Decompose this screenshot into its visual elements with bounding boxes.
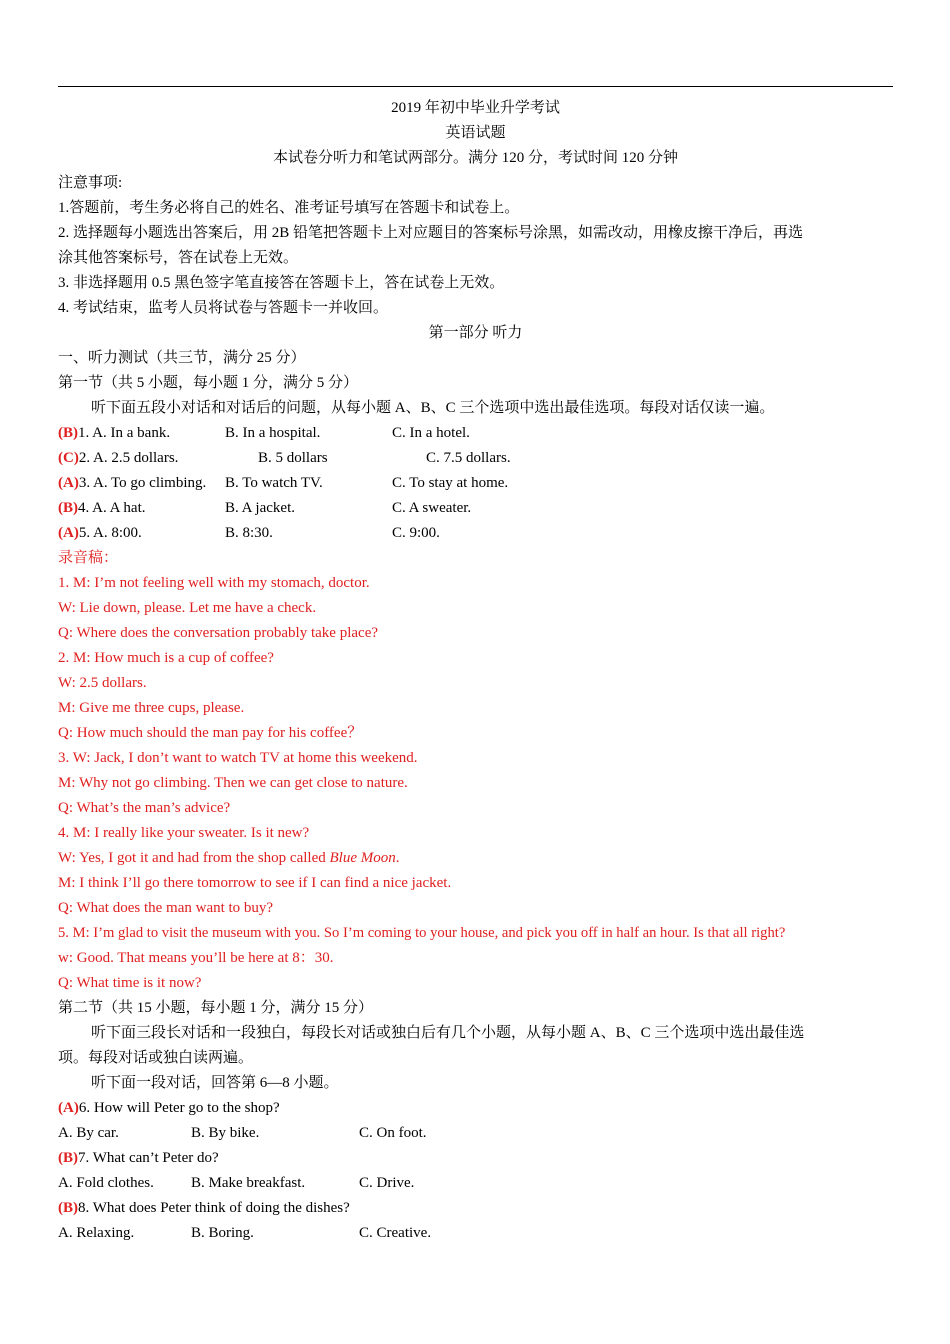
script-line: M: I think I’ll go there tomorrow to see if I can find a nice jacket. (58, 875, 452, 891)
script-line: W: Lie down, please. Let me have a check. (58, 600, 317, 616)
note-item: 4. 考试结束，监考人员将试卷与答题卡一并收回。 (58, 300, 389, 316)
subsection-heading: 第二节（共 15 小题，每小题 1 分，满分 15 分） (58, 1000, 374, 1016)
dialogue-intro: 听下面一段对话，回答第 6—8 小题。 (91, 1075, 339, 1091)
question-stem (58, 1098, 280, 1118)
option-c: C. In a hotel. (392, 425, 470, 441)
option-c: C. A sweater. (392, 500, 472, 516)
script-line: M: Why not go climbing. Then we can get close to nature. (58, 775, 408, 791)
option-c: C. 7.5 dollars. (426, 450, 511, 466)
option-b: B. To watch TV. (225, 475, 323, 491)
answer-key: (B) (58, 500, 78, 516)
option-b: B. A jacket. (225, 500, 295, 516)
script-line: Q: What time is it now? (58, 975, 202, 991)
option-c: C. 9:00. (392, 525, 440, 541)
question-text: 2. A. 2.5 dollars. (78, 450, 179, 466)
section-instruction: 听下面三段长对话和一段独白，每段长对话或独白后有几个小题，从每小题 A、B、C 三个选项中选出最佳选 (91, 1025, 805, 1041)
question-text: 4. A. A hat. (78, 500, 146, 516)
script-line: W: 2.5 dollars. (58, 675, 147, 691)
script-line: 1. M: I’m not feeling well with my stomach, doctor. (58, 575, 370, 591)
options-row (58, 1223, 893, 1243)
question-row (58, 423, 893, 443)
part-title: 第一部分 听力 (428, 325, 523, 341)
option-b: B. Boring. (191, 1225, 254, 1241)
option-a: A. By car. (58, 1125, 119, 1141)
script-text: W: Yes, I got it and had from the shop called (58, 850, 330, 866)
answer-key: (A) (58, 475, 79, 491)
script-line: 4. M: I really like your sweater. Is it new? (58, 825, 310, 841)
answer-key: (B) (58, 425, 78, 441)
script-line: w: Good. That means you’ll be here at 8：30. (58, 950, 334, 966)
script-line: 5. M: I’m glad to visit the museum with you. So I’m coming to your house, and pick you off in half an hour. Is that all right? (58, 925, 786, 941)
option-c: C. On foot. (359, 1125, 427, 1141)
question-stem (58, 1148, 219, 1168)
exam-info: 本试卷分听力和笔试两部分。满分 120 分，考试时间 120 分钟 (272, 150, 678, 166)
question-text: 1. A. In a bank. (78, 425, 171, 441)
section-instruction: 听下面五段小对话和对话后的问题，从每小题 A、B、C 三个选项中选出最佳选项。每段对话仅读一遍。 (91, 400, 775, 416)
question-row (58, 448, 893, 468)
exam-title: 2019 年初中毕业升学考试 (391, 100, 560, 116)
question-stem (58, 1198, 350, 1218)
subsection-heading: 第一节（共 5 小题，每小题 1 分，满分 5 分） (58, 375, 359, 391)
question-row (58, 473, 893, 493)
answer-key: (A) (58, 525, 79, 541)
option-b: B. Make breakfast. (191, 1175, 306, 1191)
question-text: 7. What can’t Peter do? (78, 1150, 219, 1166)
option-a: A. Relaxing. (58, 1225, 135, 1241)
script-text-tail: . (395, 850, 400, 866)
script-line: Q: How much should the man pay for his coffee？ (58, 725, 363, 741)
script-line (58, 848, 399, 868)
options-row (58, 1123, 893, 1143)
option-b: B. In a hospital. (225, 425, 321, 441)
question-row (58, 523, 893, 543)
exam-subject: 英语试题 (445, 125, 506, 141)
script-line: 2. M: How much is a cup of coffee? (58, 650, 274, 666)
note-item: 3. 非选择题用 0.5 黑色签字笔直接答在答题卡上，答在试卷上无效。 (58, 275, 505, 291)
option-b: B. 5 dollars (258, 450, 328, 466)
question-text: 5. A. 8:00. (78, 525, 142, 541)
script-label: 录音稿： (58, 550, 119, 566)
script-line: Q: What’s the man’s advice? (58, 800, 231, 816)
question-row (58, 498, 893, 518)
option-a: A. Fold clothes. (58, 1175, 154, 1191)
note-item: 2. 选择题每小题选出答案后，用 2B 铅笔把答题卡上对应题目的答案标号涂黑，如需改动，用橡皮擦干净后，再选 (58, 225, 804, 241)
question-text: 6. How will Peter go to the shop? (78, 1100, 280, 1116)
script-line: M: Give me three cups, please. (58, 700, 245, 716)
script-line: Q: What does the man want to buy? (58, 900, 274, 916)
option-b: B. 8:30. (225, 525, 273, 541)
question-text: 8. What does Peter think of doing the dishes? (78, 1200, 350, 1216)
shop-name: Blue Moon (329, 850, 396, 866)
notes-heading: 注意事项: (58, 175, 123, 191)
note-item: 涂其他答案标号，答在试卷上无效。 (58, 250, 299, 266)
option-c: C. To stay at home. (392, 475, 509, 491)
options-row (58, 1173, 893, 1193)
answer-key: (B) (58, 1200, 78, 1216)
script-line: Q: Where does the conversation probably take place? (58, 625, 379, 641)
note-item: 1.答题前，考生务必将自己的姓名、准考证号填写在答题卡和试卷上。 (58, 200, 520, 216)
answer-key: (A) (58, 1100, 79, 1116)
script-line: 3. W: Jack, I don’t want to watch TV at home this weekend. (58, 750, 418, 766)
option-c: C. Drive. (359, 1175, 415, 1191)
question-text: 3. A. To go climbing. (78, 475, 207, 491)
option-c: C. Creative. (359, 1225, 432, 1241)
answer-key: (C) (58, 450, 79, 466)
section-instruction: 项。每段对话或独白读两遍。 (58, 1050, 254, 1066)
section-heading: 一、听力测试（共三节，满分 25 分） (58, 350, 306, 366)
top-rule (58, 86, 893, 87)
option-b: B. By bike. (191, 1125, 260, 1141)
answer-key: (B) (58, 1150, 78, 1166)
